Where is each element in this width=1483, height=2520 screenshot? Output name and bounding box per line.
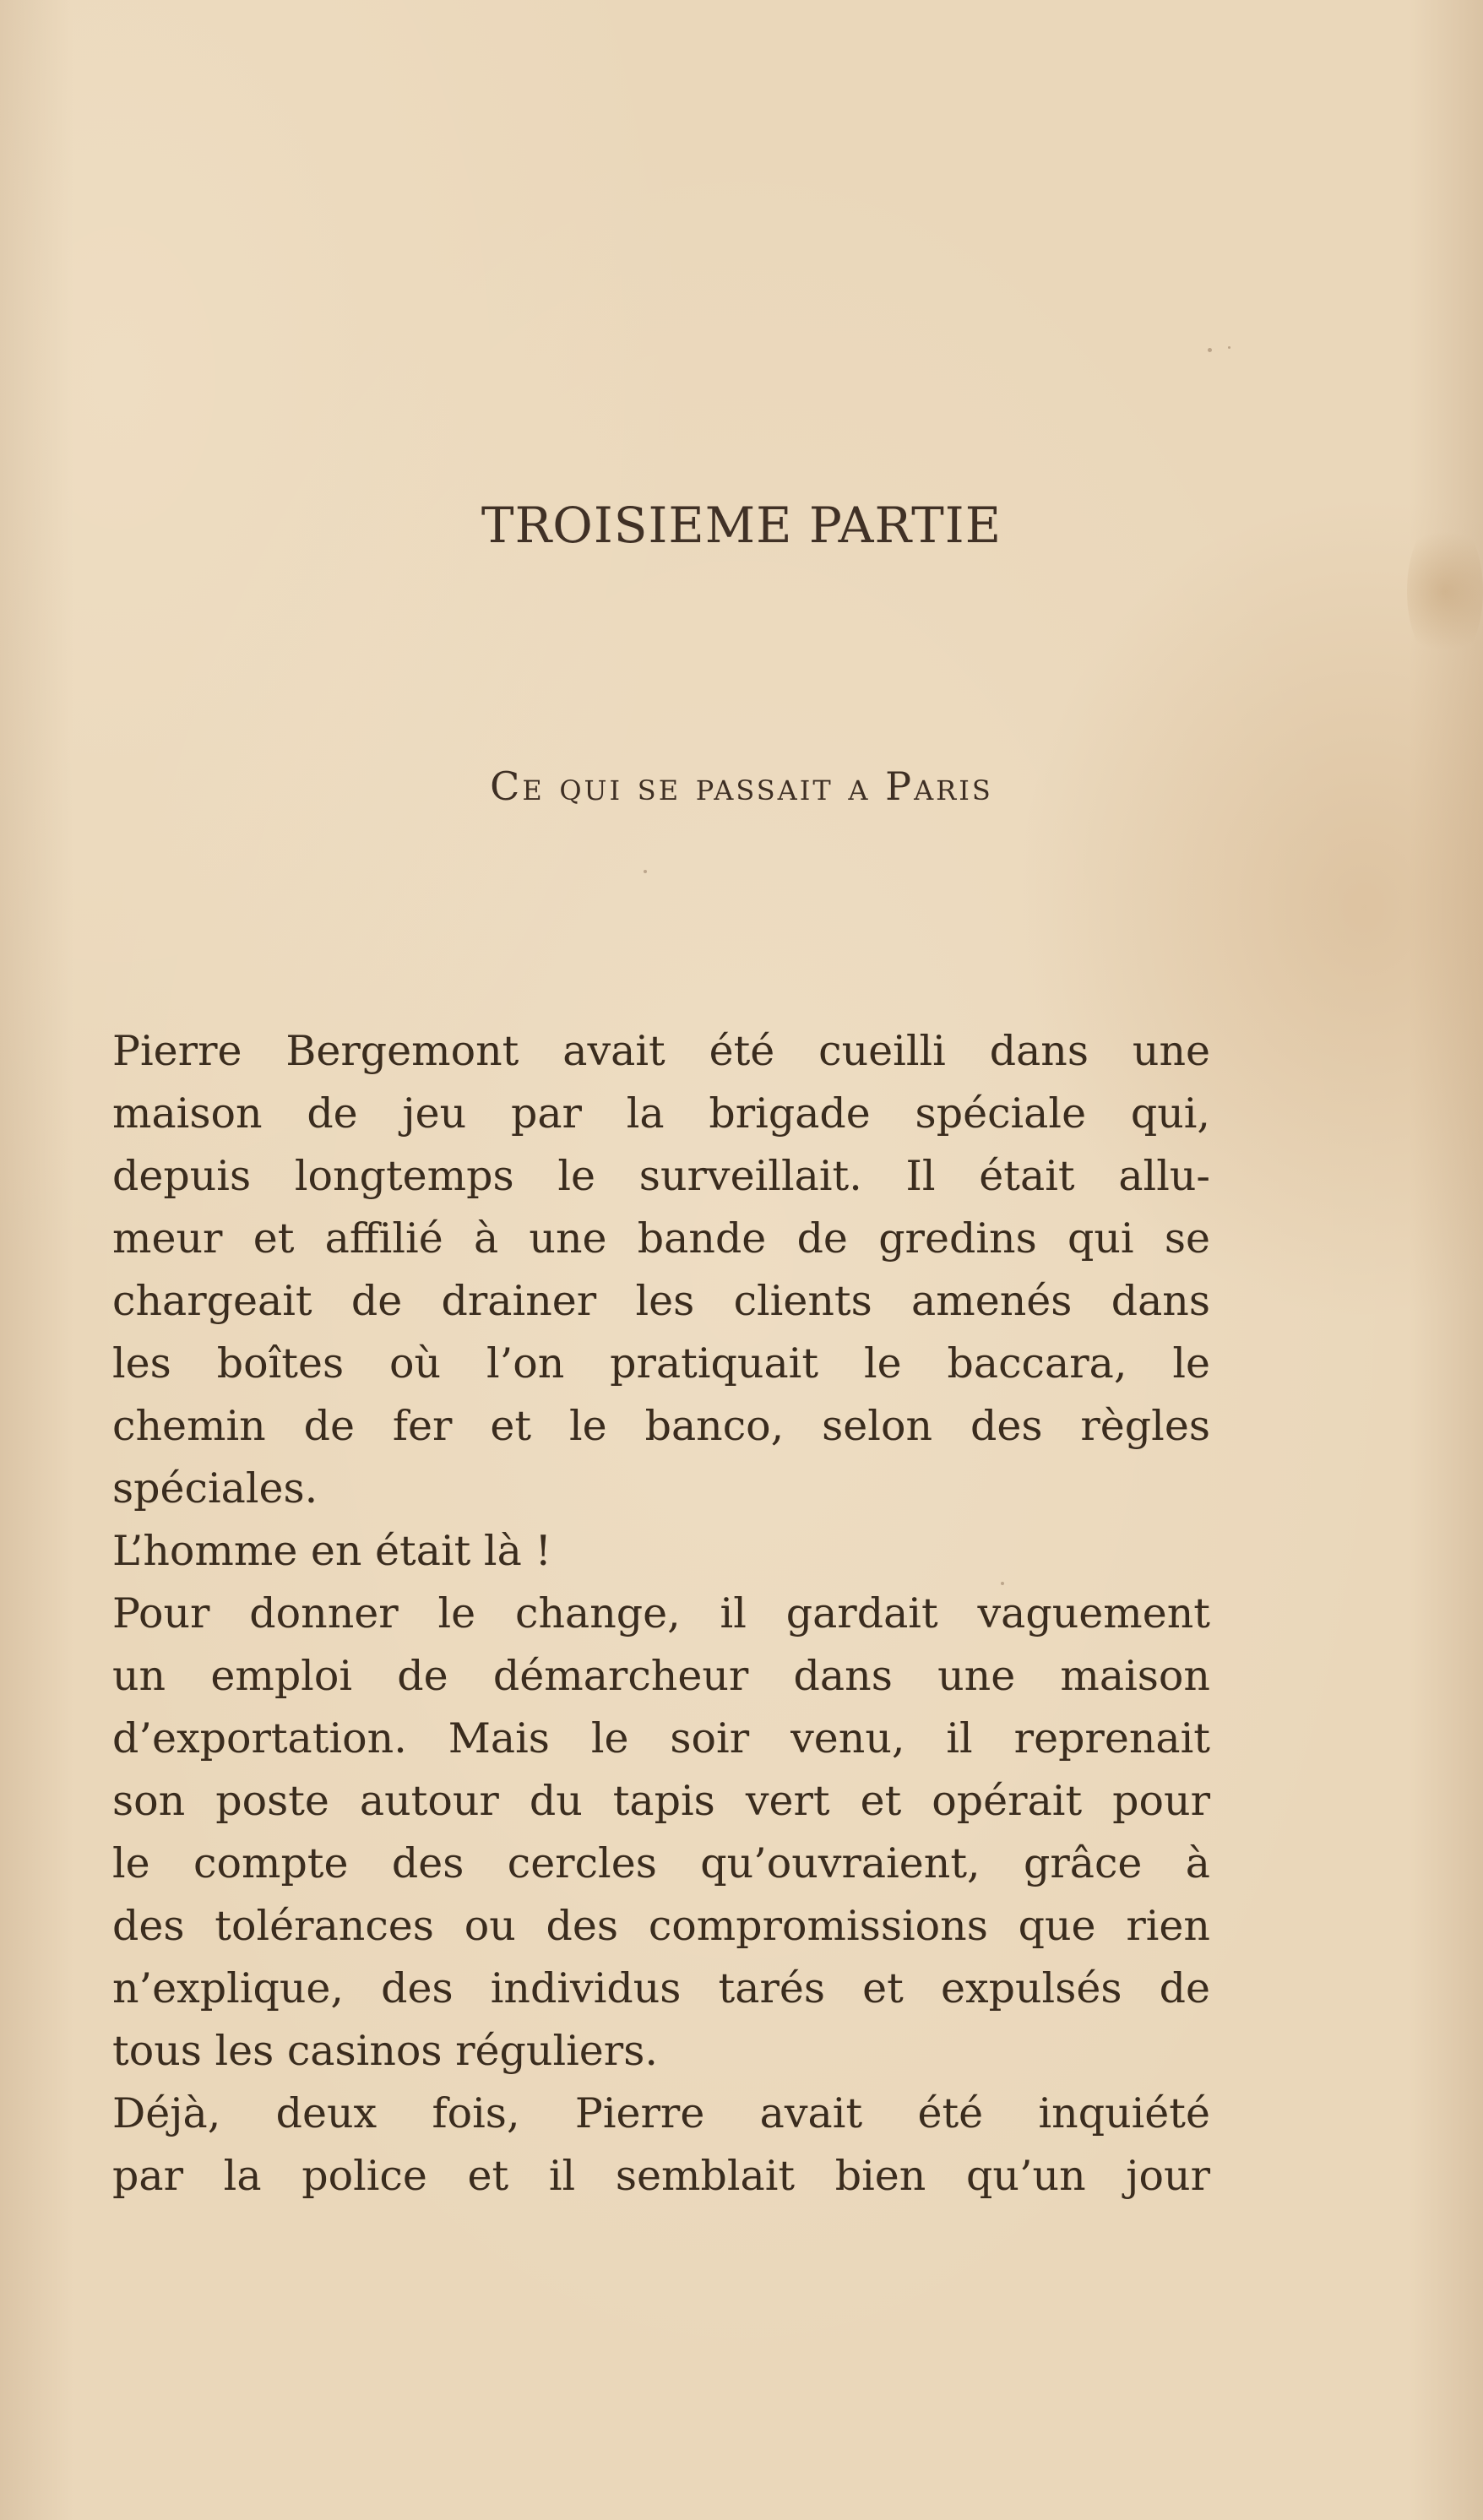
text-line: son poste autour du tapis vert et opérait pour — [112, 1777, 1210, 1825]
paper-speck — [1208, 348, 1212, 352]
text-line: des tolérances ou des compromissions que rien — [112, 1902, 1210, 1950]
text-line: par la police et il semblait bien qu’un jour — [112, 2152, 1210, 2200]
text-line: Pierre Bergemont avait été cueilli dans une — [112, 1027, 1210, 1075]
text-line: le compte des cercles qu’ouvraient, grâce à — [112, 1839, 1210, 1887]
text-line: spéciales. — [112, 1464, 318, 1513]
text-line: n’explique, des individus tarés et expulsés de — [112, 1964, 1210, 2012]
text-line: les boîtes où l’on pratiquait le baccara, le — [112, 1339, 1210, 1388]
text-line: meur et affilié à une bande de gredins qui se — [112, 1214, 1210, 1263]
text-line: depuis longtemps le surveillait. Il était allu- — [112, 1152, 1210, 1200]
text-line: Pour donner le change, il gardait vaguement — [112, 1589, 1210, 1637]
paper-speck — [1228, 346, 1230, 349]
text-line: d’exportation. Mais le soir venu, il reprenait — [112, 1714, 1210, 1762]
text-line: chemin de fer et le banco, selon des règles — [112, 1402, 1210, 1450]
text-line: Déjà, deux fois, Pierre avait été inquiété — [112, 2089, 1210, 2137]
text-line: tous les casinos réguliers. — [112, 2027, 658, 2075]
text-line: maison de jeu par la brigade spéciale qui, — [112, 1089, 1210, 1138]
text-line: L’homme en était là ! — [112, 1527, 552, 1575]
paper-speck — [644, 870, 647, 873]
text-line: un emploi de démarcheur dans une maison — [112, 1652, 1210, 1700]
body-text — [112, 1020, 1210, 2208]
text-line: chargeait de drainer les clients amenés dans — [112, 1277, 1210, 1325]
chapter-title: Ce qui se passait a Paris — [490, 763, 993, 809]
part-title: TROISIEME PARTIE — [481, 497, 1002, 554]
